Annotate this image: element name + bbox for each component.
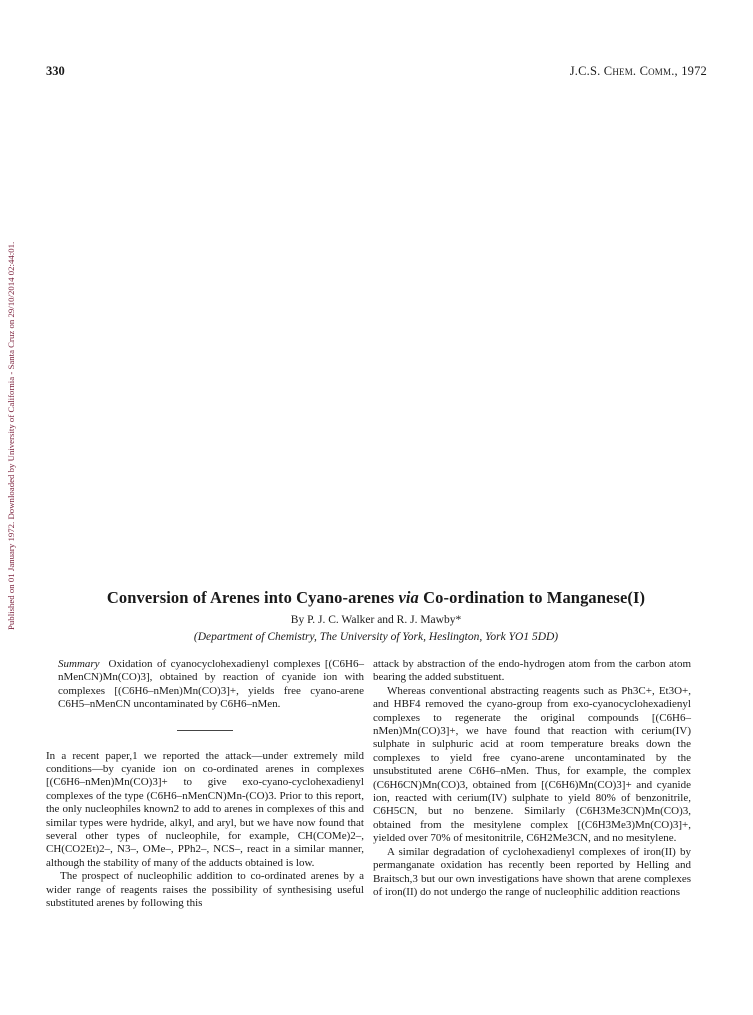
body-paragraph-5: A similar degradation of cyclohexadienyl complexes of iron(II) by permanganate oxidation has recently been reported by Helling and Braitsch,3 but our own investigations have shown that arene complexes of iron(II) do not undergo the range of nucleophilic addition reactions (373, 845, 691, 898)
left-column (46, 658, 364, 911)
intro-paragraph: In a recent paper,1 we reported the attack—under extremely mild conditions—by cyanide ion on co-ordinated arenes in complexes [(C6H6–nMen)Mn(CO)3]+ to give exo-cyano-cyclohexadienyl complexes of the type (C6H6–nMenCN)Mn-(CO)3. Prior to this report, the only nucleophiles known2 to add to arenes in complexes of this and similar types were hydride, alkyl, and aryl, but we have now found that several other types of nucleophile, for example, CH(COMe)2–, CH(CO2Et)2–, N3–, OMe–, PPh2–, NCS–, react in a similar manner, although the stability of many of the adducts obtained is low. (46, 749, 364, 869)
summary-paragraph (46, 658, 364, 712)
journal-running-head: J.C.S. Chem. Comm., 1972 (569, 64, 707, 78)
body-paragraph-4: Whereas conventional abstracting reagents such as Ph3C+, Et3O+, and HBF4 removed the cyano-group from exo-cyanocyclohexadienyl complexes to regenerate the original compounds [(C6H6–nMen)Mn(CO)3]+, we have found that reaction with cerium(IV) sulphate in sulphuric acid at room temperature breaks down the complexes to yield free cyano-arene uncontaminated by the unsubstituted arene C6H6–nMen. Thus, for example, the complex (C6H6CN)Mn(CO)3, obtained from [(C6H6)Mn(CO)3]+ and cyanide ion, reacted with cerium(IV) sulphate to yield 80% of benzonitrile, C6H5CN, but no benzene. Similarly (C6H3Me3CN)Mn(CO)3, obtained from the mesitylene complex [(C6H3Me3)Mn(CO)3]+, yielded over 70% of mesitonitrile, C6H2Me3CN, and no mesitylene. (373, 684, 691, 845)
article-title: Conversion of Arenes into Cyano-arenes via Co-ordination to Manganese(I) (106, 588, 646, 607)
article-affiliation: (Department of Chemistry, The University of York, Heslington, York YO1 5DD) (193, 631, 559, 643)
article-authors: By P. J. C. Walker and R. J. Mawby* (290, 614, 462, 626)
right-column (373, 658, 691, 899)
summary-text: Oxidation of cyanocyclohexadienyl complexes [(C6H6–nMenCN)Mn(CO)3], obtained by reaction of cyanide ion with complexes [(C6H6–nMen)Mn(CO)3]+, yields free cyano-arene C6H5–nMenCN uncontaminated by C6H6–nMen. (58, 658, 365, 711)
body-paragraph-2: The prospect of nucleophilic addition to co-ordinated arenes by a wider range of reagents raises the possibility of synthesising useful substituted arenes by following this (46, 870, 364, 910)
summary-label: Summary (58, 658, 100, 670)
download-stamp-text[interactable]: Published on 01 January 1972. Downloaded by University of California - Santa Cruz on 29/10/2014 02:44:01. (6, 241, 16, 630)
page-number: 330 (46, 64, 65, 78)
section-divider (177, 730, 233, 731)
body-paragraph-3: attack by abstraction of the endo-hydrogen atom from the carbon atom bearing the added substituent. (373, 658, 691, 684)
